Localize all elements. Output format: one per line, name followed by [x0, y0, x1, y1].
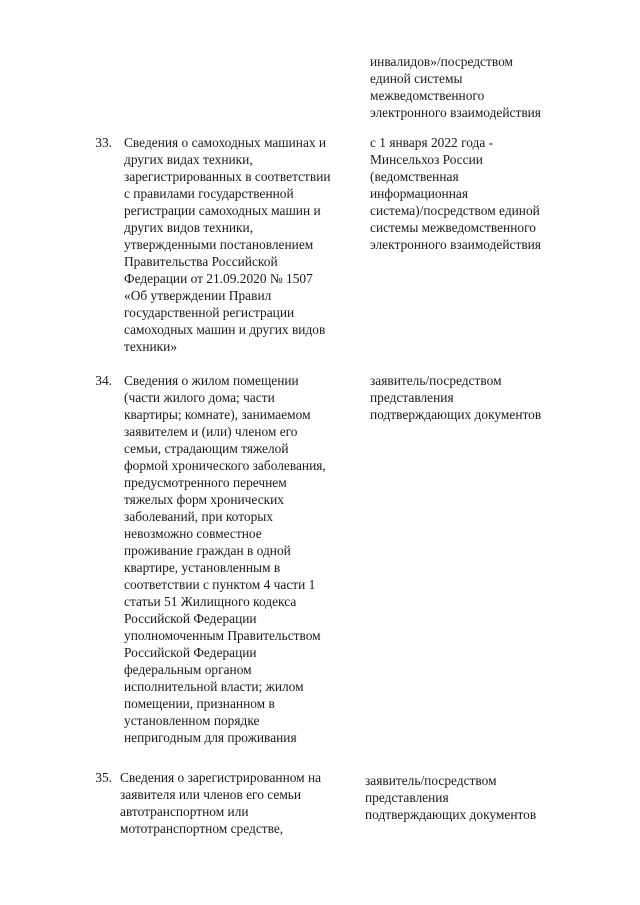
row-34-number: 34.	[95, 373, 112, 388]
continuation-source-cell: инвалидов»/посредством единой системы межведомственного электронного взаимодействия	[370, 54, 541, 120]
row-35-description: Сведения о зарегистрированном на заявителя или членов его семьи автотранспортном или мототранспортном средстве,	[120, 770, 322, 836]
row-33-description: Сведения о самоходных машинах и других видах техники, зарегистрированных в соответствии с правилами государственной регистрации самоходных машин и других видов техники, утвержденными постановлением Правительства Российской Федерации от 21.09.2020 № 1507 «Об утверждении Правил государственной регистрации самоходных машин и других видов техники»	[124, 135, 331, 354]
row-35-number: 35.	[95, 770, 112, 785]
row-33-number: 33.	[95, 135, 112, 150]
row-34-source: заявитель/посредством представления подтверждающих документов	[370, 373, 542, 422]
row-33-source: с 1 января 2022 года - Минсельхоз России (ведомственная информационная система)/посредством единой системы межведомственного электронного взаимодействия	[370, 135, 541, 252]
row-35-source: заявитель/посредством представления подтверждающих документов	[365, 773, 537, 822]
row-34-description: Сведения о жилом помещении (части жилого дома; части квартиры; комнате), занимаемом заявителем и (или) членом его семьи, страдающим тяжелой формой хронического заболевания, предусмотренного перечнем тяжелых форм хронических заболеваний, при которых невозможно совместное проживание граждан в одной квартире, установленным в соответствии с пунктом 4 части 1 статьи 51 Жилищного кодекса Российской Федерации уполномоченным Правительством Российской Федерации федеральным органом исполнительной власти; жилом помещении, признанном в установленном порядке непригодным для проживания	[124, 373, 326, 745]
